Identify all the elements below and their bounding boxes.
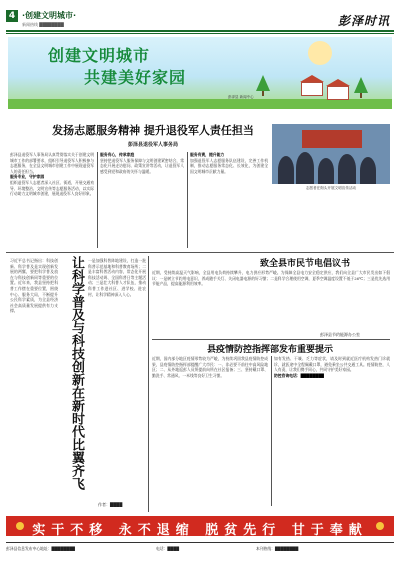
article1-headline: 发扬志愿服务精神 提升退役军人责任担当 <box>52 124 254 137</box>
tree-trunk <box>262 91 264 96</box>
section-title: ·创建文明城市· <box>22 11 77 20</box>
house-icon <box>327 86 349 100</box>
page-header <box>0 0 400 34</box>
article4-headline: 县疫情防控指挥部发布重要提示 <box>206 345 333 355</box>
tree-trunk <box>360 93 362 98</box>
header-rule <box>6 30 394 32</box>
banner-title-line2: 共建美好家园 <box>84 68 187 87</box>
article2-body1: 习近平总书记指出：科技创新、科学普及是实现创新发展的两翼，要把科学普及放在与科技创新同等重要的位置。近年来，我县坚持把科普工作摆在重要位置，围绕中心、服务大局，不断提升公民科学素质，为全县经济社会高质量发展提供有力支撑。 <box>10 258 58 314</box>
photo-caption: 志愿者在街头开展文明宣传活动 <box>305 186 357 190</box>
sun-shape <box>308 41 332 65</box>
article3-text: 近期，受持续高温天气影响，全县用电负荷持续攀升，电力供应形势严峻。为保障全县电力安全稳定供应，我们向全县广大市民发出如下倡议：一是树立节约用电意识，养成随手关灯、关闭电器电源的好习惯；二是科学合理使用空调，夏季空调温度设置不低于26℃；三是优先选用节能产品，提高能源利用效率。 <box>152 270 390 287</box>
article4-body1: 近期，国内部分地区疫情形势较为严峻，为持续巩固我县疫情防控成果，县疫情防控指挥部提醒广大市民：一、非必要不前往中高风险地区；二、从外地返彭人员须提前向所在社区报备；三、坚持戴口罩、勤洗手、常通风、一米线等良好卫生习惯。 <box>152 356 268 378</box>
article2-body2: 一是加强科普阵地建设，打造一批科普示范基地和科普教育场所；二是丰富科普活动内容，常态化开展科技活动周、全国科普日等主题活动；三是壮大科普人才队伍，推动科普工作进社区、进学校、进农村，让科学精神深入人心。 <box>88 258 146 297</box>
column-divider <box>187 152 188 248</box>
column-divider <box>271 356 272 506</box>
footer-hotline: 本刊热线：████████ <box>256 546 299 551</box>
article1-paragraph-4: 加强退役军人志愿服务队伍建设，完善工作机制，推动志愿服务常态化、长效化，为创建全国文明城市贡献力量。 <box>190 157 268 174</box>
article1-paragraph-2: 组织退役军人志愿者深入社区、街道，开展交通劝导、环境整治、文明宣传等志愿服务活动，以实际行动助力文明城市创建，展现退役军人良好形象。 <box>10 179 94 197</box>
edition-info: 新闻热线 ████████ <box>22 22 64 27</box>
tree-icon <box>256 75 270 91</box>
article4-col1 <box>152 356 268 506</box>
section-divider <box>152 339 390 340</box>
slogan-text: 实干不移 永不退缩 脱贫先行 甘于奉献 <box>32 523 368 536</box>
header-rule-thin <box>6 33 394 34</box>
article2-col1 <box>10 258 58 508</box>
article1-photo <box>272 124 390 184</box>
column-divider <box>148 256 149 512</box>
article1-paragraph-3: 坚持把退役军人服务保障与文明创建紧密结合，常态化开展走访慰问、政策宣讲等活动，让退役军人感受到党和政府的关怀与温暖。 <box>100 157 184 174</box>
article1-subhead-2: 服务有心，传承家庭 <box>100 152 135 157</box>
article3-body <box>152 270 390 332</box>
banner-ground <box>8 99 392 109</box>
banner-title-line1: 创建文明城市 <box>48 46 151 65</box>
footer-phone: 电话：████ <box>156 546 180 551</box>
article3-signature: 彭泽县节约能源办公室 <box>320 332 360 337</box>
page-footer <box>6 542 394 557</box>
article2-author: 作者：████ <box>98 502 123 507</box>
article2-col2 <box>88 258 146 502</box>
article1-intro: 彭泽县退役军人事务局认真贯彻落实关于创建文明城市工作的部署要求，组织引导退役军人积极参与志愿服务，在全县文明城市创建工作中展现退役军人的责任担当。 <box>10 152 94 174</box>
photo-person <box>296 152 314 184</box>
article2-headline: 让科学普及与科技创新在新时代比翼齐飞 <box>69 256 84 490</box>
article1-col1 <box>10 152 94 248</box>
photo-person <box>338 154 356 184</box>
house-roof <box>300 75 324 82</box>
article1-col2 <box>100 152 184 248</box>
slogan-banner <box>6 516 394 536</box>
column-divider <box>97 152 98 248</box>
banner-credit: 彭泽县 新闻中心 <box>228 95 254 99</box>
house-roof <box>326 79 350 86</box>
footer-address: 彭泽县信息发布中心地址：████████ <box>6 546 75 551</box>
tree-icon <box>354 77 368 93</box>
article4-body2: 如有发热、干咳、乏力等症状，请及时到就近医疗机构发热门诊就诊，就医途中全程佩戴口罩，避免乘坐公共交通工具。疫情防控，人人有责，让我们携手同心，共同守护美好家园。 <box>274 356 390 373</box>
paper-name: 彭泽时讯 <box>337 14 390 28</box>
house-icon <box>301 82 323 96</box>
photo-person <box>360 157 376 184</box>
page-number: 4 <box>6 10 18 22</box>
photo-banner <box>302 130 362 148</box>
article4-hotline: 防控咨询电话：████████ <box>274 372 324 378</box>
article3-headline: 致全县市民节电倡议书 <box>259 259 350 269</box>
photo-person <box>318 158 334 184</box>
banner-image <box>8 37 392 109</box>
article4-col2 <box>274 356 390 506</box>
section-divider <box>6 252 394 253</box>
article1-subhead-3: 服务有责，提升能力 <box>190 152 225 157</box>
article1-subhead-1: 服务专业，守护家园 <box>10 174 45 180</box>
article1-byline: 彭泽县退役军人事务局 <box>127 142 178 148</box>
article1-col3 <box>190 152 268 248</box>
photo-person <box>278 156 294 184</box>
